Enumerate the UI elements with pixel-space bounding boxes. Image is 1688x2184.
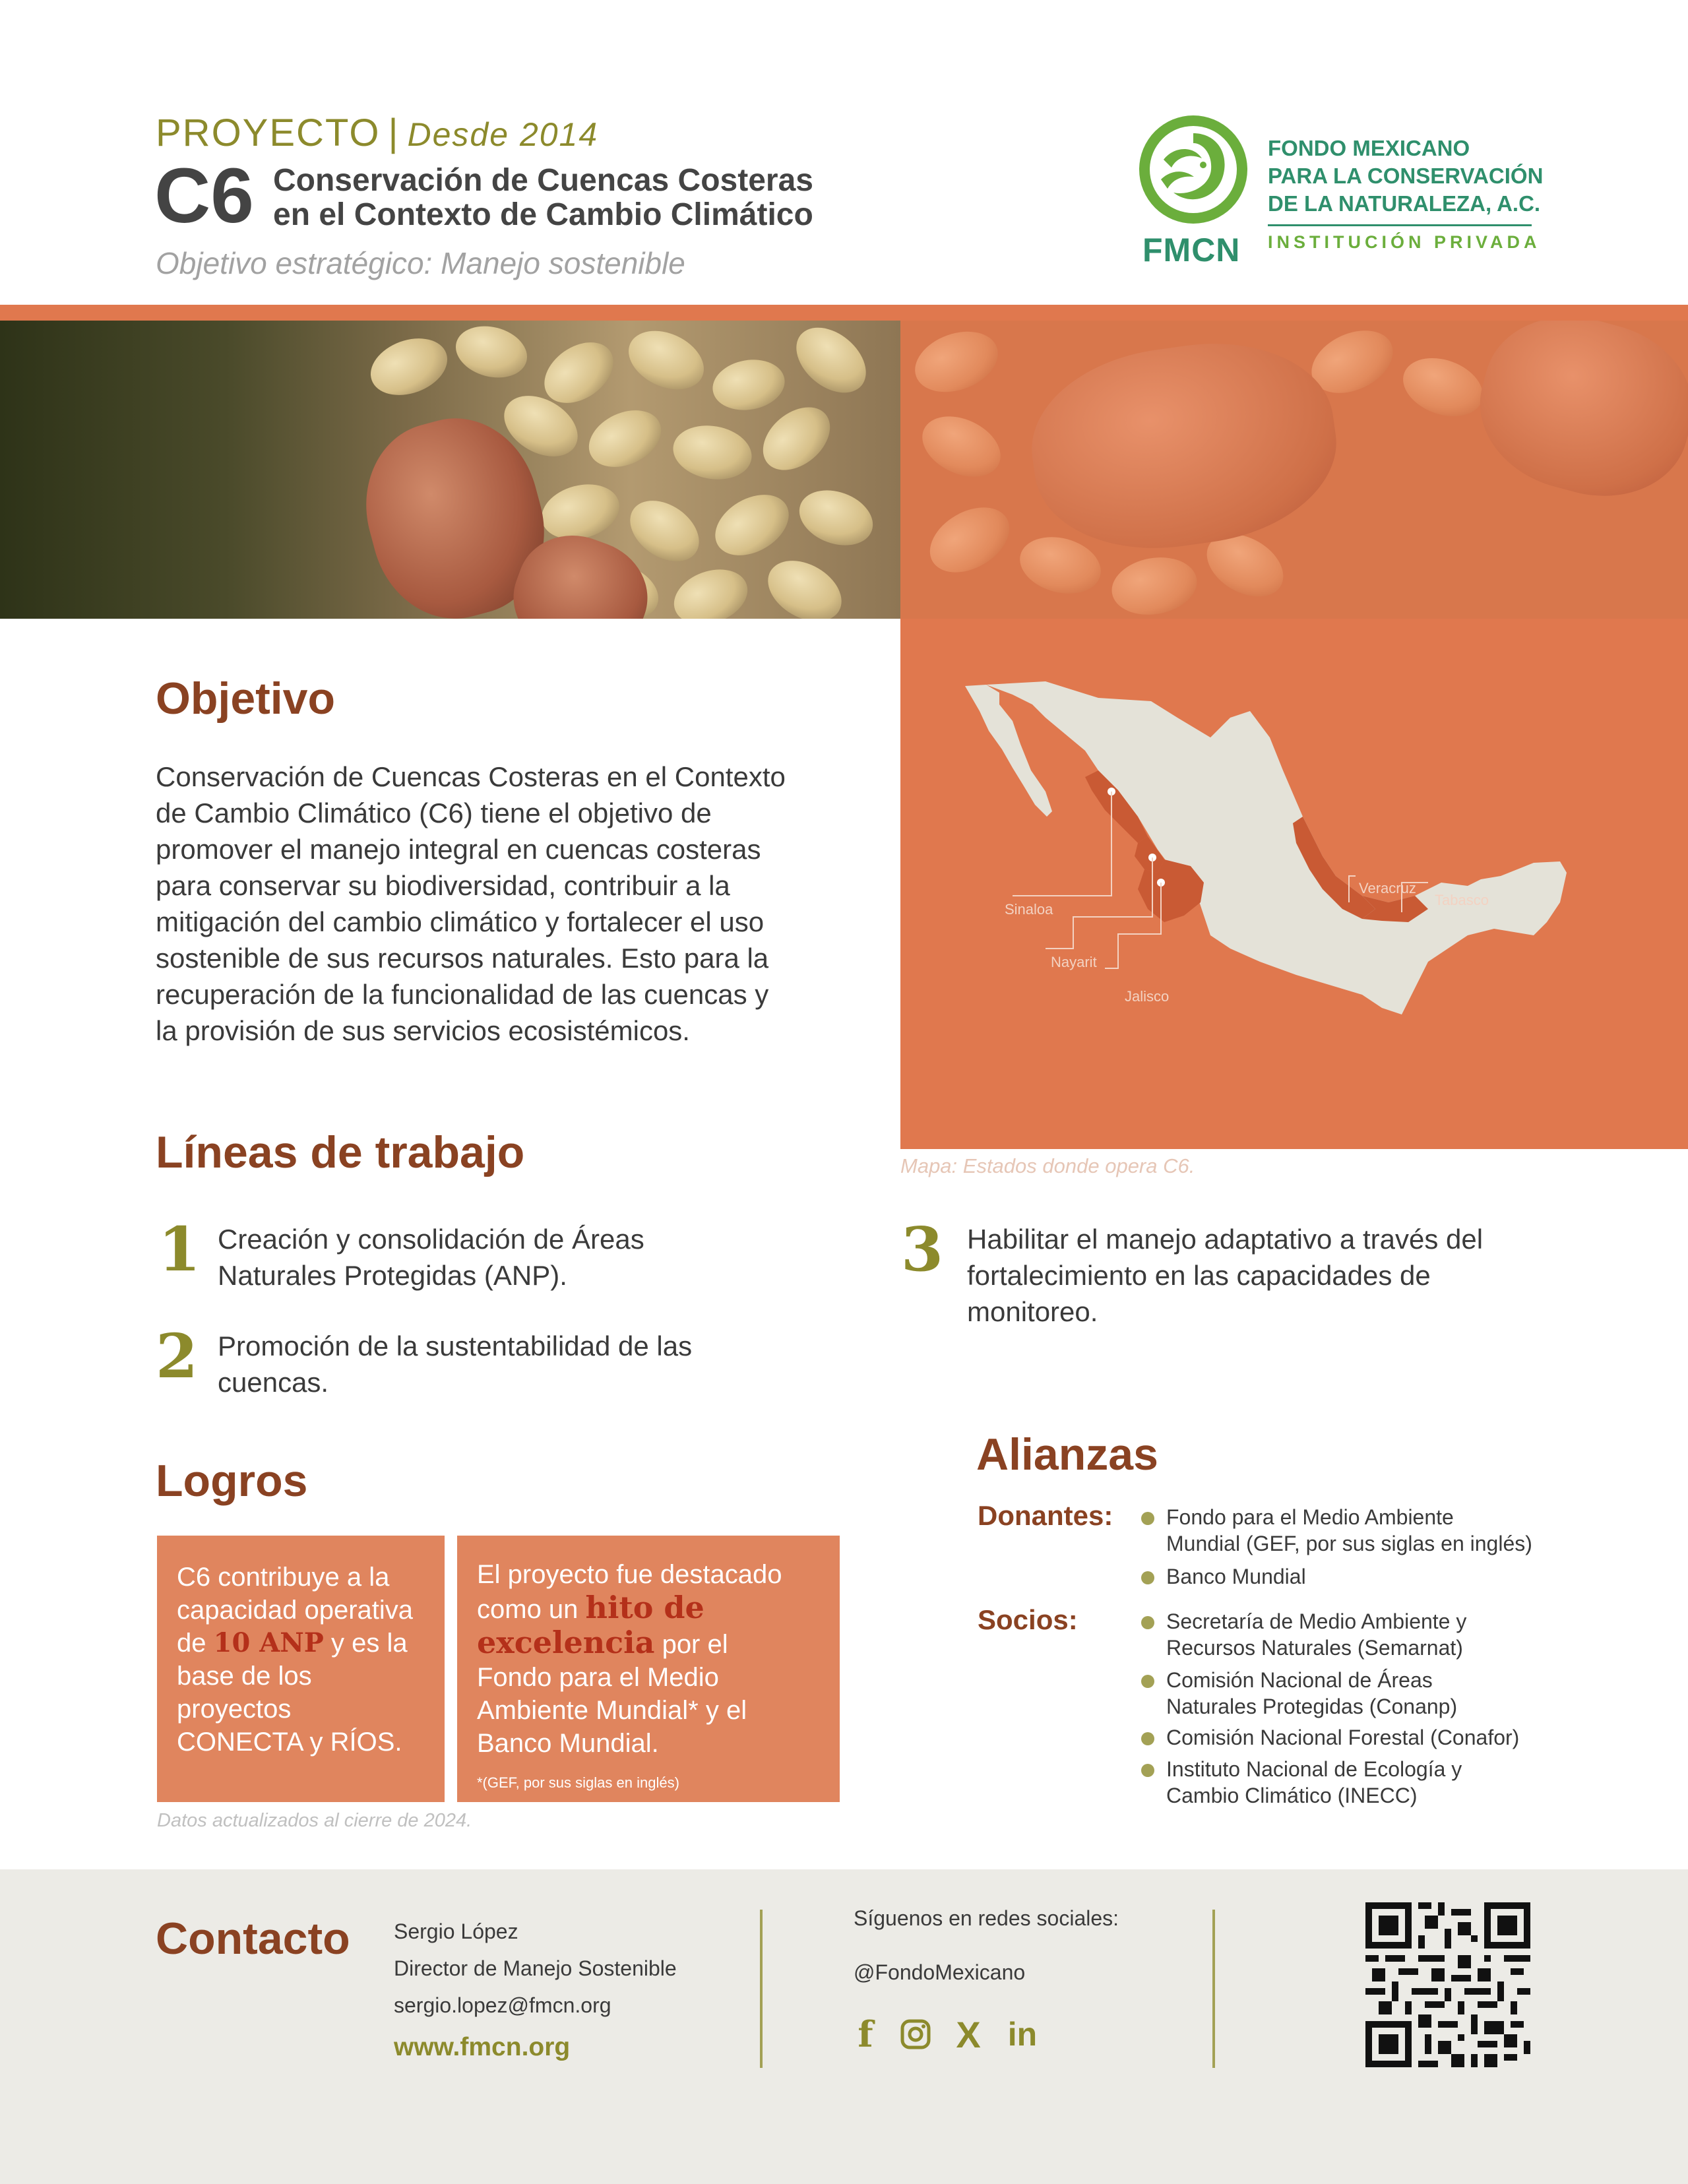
lineas-heading: Líneas de trabajo [156,1127,525,1177]
objetivo-line: Conservación de Cuencas Costeras en el Contexto [156,761,786,792]
socios-label: Socios: [978,1604,1078,1635]
logro-line: C6 contribuye a la [177,1563,390,1592]
project-title-line: en el Contexto de Cambio Climático [273,197,813,232]
alianzas-heading: Alianzas [976,1429,1158,1480]
project-title [273,164,813,232]
logro-text: como un [477,1595,586,1624]
logro-line: capacidad operativa [177,1596,414,1625]
objetivo-line: para conservar su biodiversidad, contribuir a la [156,870,730,901]
objetivo-paragraph [156,759,835,1049]
project-label [156,111,598,155]
logro-text: por el [654,1630,728,1659]
map-caption: Mapa: Estados donde opera C6. [900,1154,1195,1177]
contact-email[interactable]: sergio.lopez@fmcn.org [394,1993,611,2017]
logro-line: CONECTA y RÍOS. [177,1728,402,1757]
linea-text [967,1221,1483,1330]
socio-item [1166,1667,1549,1720]
logo-name [1268,135,1543,218]
qr-code-icon[interactable] [1365,1902,1530,2067]
donante-item [1166,1563,1549,1590]
objetivo-line: mitigación del cambio climático y fortalecer el uso [156,906,765,937]
logo-name-line: DE LA NATURALEZA, A.C. [1268,191,1541,216]
donante-line: Fondo para el Medio Ambiente [1166,1505,1454,1529]
project-title-line: Conservación de Cuencas Costeras [273,163,813,198]
socio-line: Recursos Naturales (Semarnat) [1166,1636,1463,1660]
logo-name-line: FONDO MEXICANO [1268,136,1470,160]
linea-text-line: fortalecimiento en las capacidades de [967,1260,1431,1291]
banner-accent-bar [0,305,1688,321]
contacto-heading: Contacto [156,1914,350,1964]
linea-text [218,1221,644,1294]
socio-item [1166,1608,1549,1661]
donante-item [1166,1504,1549,1557]
website-link[interactable]: www.fmcn.org [394,2033,571,2061]
footer-divider [760,1910,763,2068]
data-update-note: Datos actualizados al cierre de 2024. [157,1810,472,1831]
logro-line: Banco Mundial. [477,1729,659,1758]
fmcn-logo-icon [1137,113,1249,226]
logro-text: y es la [323,1629,408,1658]
logro-footnote: *(GEF, por sus siglas en inglés) [477,1774,679,1791]
logro-line: base de los proyectos [177,1662,312,1724]
logro-line [477,1591,820,1626]
linea-text [218,1328,692,1400]
objetivo-line: la provisión de sus servicios ecosistémicos. [156,1015,690,1046]
logro-line: Fondo para el Medio [477,1663,719,1692]
project-code: C6 [154,152,254,239]
logo-subtitle: INSTITUCIÓN PRIVADA [1268,232,1541,252]
map-label-nayarit: Nayarit [1051,954,1097,970]
logro-line: El proyecto fue destacado [477,1560,782,1589]
map-label-sinaloa: Sinaloa [1005,901,1053,918]
social-handle[interactable]: @FondoMexicano [854,1960,1026,1984]
socio-line: Comisión Nacional de Áreas [1166,1668,1433,1692]
facebook-icon[interactable]: f [858,2013,873,2055]
linea-text-line: Promoción de la sustentabilidad de las [218,1330,693,1361]
x-icon[interactable]: X [956,2013,981,2055]
linea-text-line: cuencas. [218,1367,329,1398]
donante-line: Mundial (GEF, por sus siglas en inglés) [1166,1532,1532,1555]
objetivo-heading: Objetivo [156,673,336,724]
logro-card-excelencia [457,1536,840,1802]
linea-text-line: monitoreo. [967,1296,1098,1327]
socio-item [1166,1724,1549,1751]
socio-item [1166,1756,1549,1809]
bullet-icon [1141,1571,1154,1584]
proyecto-word: PROYECTO [156,111,381,154]
logro-card-anp [157,1536,445,1802]
map-label-jalisco: Jalisco [1125,988,1170,1005]
logro-highlight: excelencia [477,1625,655,1660]
logo-name-line: PARA LA CONSERVACIÓN [1268,164,1544,188]
bullet-icon [1141,1512,1154,1525]
bullet-icon [1141,1732,1154,1745]
instagram-icon[interactable] [896,2014,935,2054]
linea-number: 1 [158,1214,201,1285]
linea-text-line: Habilitar el manejo adaptativo a través del [967,1224,1484,1255]
logro-line [477,1626,820,1661]
bullet-icon [1141,1764,1154,1777]
mexico-map [900,619,1688,1149]
linkedin-icon[interactable]: in [1007,2016,1038,2053]
footer-divider [1212,1910,1215,2068]
objetivo-line: sostenible de sus recursos naturales. Esto para la [156,943,769,974]
logro-highlight: hito de [585,1590,704,1625]
socio-line: Secretaría de Medio Ambiente y [1166,1609,1467,1633]
coffee-beans-photo-tinted [900,321,1688,619]
donante-line: Banco Mundial [1166,1565,1306,1588]
strategic-objective: Objetivo estratégico: Manejo sostenible [156,246,685,280]
logo-divider [1268,224,1532,226]
map-panel [900,619,1688,1149]
objetivo-line: recuperación de la funcionalidad de las cuencas y [156,979,769,1010]
coffee-beans-photo [0,321,900,619]
linea-text-line: Naturales Protegidas (ANP). [218,1260,567,1291]
objetivo-line: promover el manejo integral en cuencas costeras [156,834,761,865]
linea-text-line: Creación y consolidación de Áreas [218,1224,644,1255]
socio-line: Naturales Protegidas (Conanp) [1166,1695,1458,1718]
logros-heading: Logros [156,1456,308,1506]
linea-number: 3 [901,1214,944,1285]
map-label-tabasco: Tabasco [1435,892,1489,908]
logro-line [177,1627,425,1660]
bullet-icon [1141,1675,1154,1688]
since-year: Desde 2014 [407,116,599,153]
donantes-label: Donantes: [978,1500,1113,1531]
logro-line: Ambiente Mundial* y el [477,1696,747,1725]
socio-line: Cambio Climático (INECC) [1166,1784,1418,1807]
socio-line: Instituto Nacional de Ecología y [1166,1757,1462,1781]
logo-abbreviation: FMCN [1142,232,1241,268]
logro-text: de [177,1629,214,1658]
linea-number: 2 [156,1321,199,1392]
objetivo-line: de Cambio Climático (C6) tiene el objetivo de [156,797,712,828]
contact-name: Sergio López [394,1919,518,1943]
social-label: Síguenos en redes sociales: [854,1906,1119,1930]
separator: | [388,111,400,154]
logro-highlight: 10 ANP [213,1627,324,1658]
contact-role: Director de Manejo Sostenible [394,1956,677,1980]
bullet-icon [1141,1616,1154,1629]
socio-line: Comisión Nacional Forestal (Conafor) [1166,1726,1520,1749]
map-label-veracruz: Veracruz [1359,880,1416,896]
